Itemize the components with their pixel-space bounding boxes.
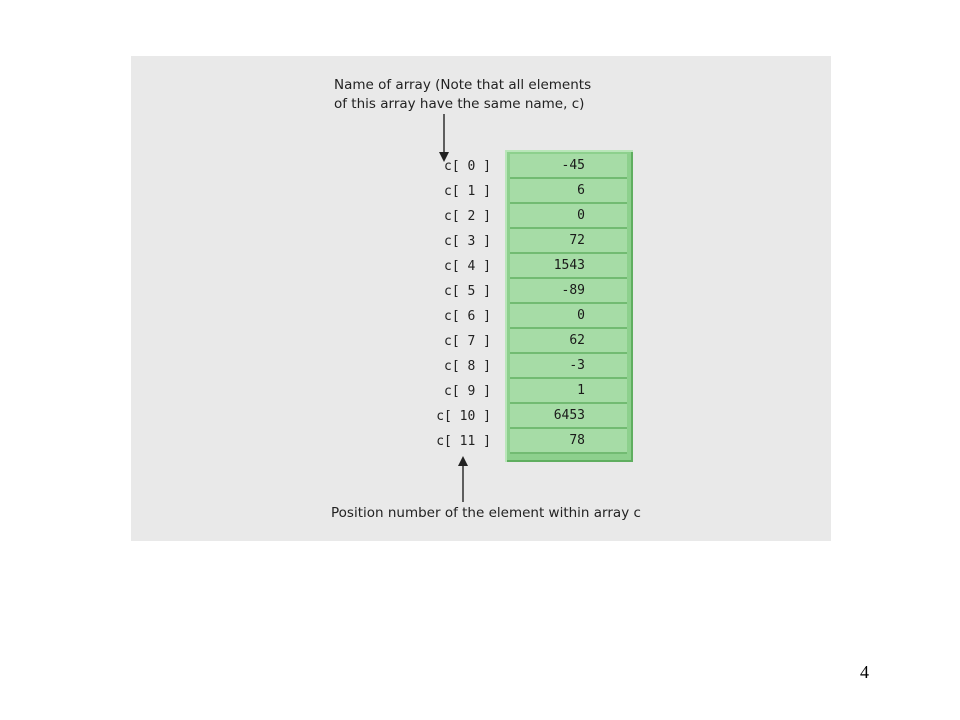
index-label: c[ 6 ] bbox=[444, 309, 491, 324]
array-cell-value: 1 bbox=[577, 383, 585, 398]
array-cell bbox=[510, 404, 627, 429]
array-cell bbox=[510, 204, 627, 229]
array-cell bbox=[510, 354, 627, 379]
array-cell-value: 0 bbox=[577, 308, 585, 323]
index-label: c[ 2 ] bbox=[444, 209, 491, 224]
index-label: c[ 10 ] bbox=[436, 409, 491, 424]
array-cell-value: 1543 bbox=[553, 258, 585, 273]
index-label: c[ 1 ] bbox=[444, 184, 491, 199]
index-label: c[ 0 ] bbox=[444, 159, 491, 174]
page-number: 4 bbox=[860, 662, 869, 682]
array-cell-value: -89 bbox=[561, 283, 585, 298]
array-cell-value: 62 bbox=[569, 333, 585, 348]
array-cell-value: 6 bbox=[577, 183, 585, 198]
position-number-arrow bbox=[453, 454, 473, 504]
index-label: c[ 8 ] bbox=[444, 359, 491, 374]
array-name-caption-line-2: of this array have the same name, c) bbox=[334, 96, 585, 112]
array-diagram bbox=[131, 56, 831, 541]
index-label: c[ 11 ] bbox=[436, 434, 491, 449]
array-name-caption-line-1: Name of array (Note that all elements bbox=[334, 77, 592, 93]
array-cell-value: 6453 bbox=[553, 408, 585, 423]
array-cell bbox=[510, 329, 627, 354]
index-label: c[ 3 ] bbox=[444, 234, 491, 249]
array-name-caption bbox=[334, 76, 591, 114]
position-number-caption: Position number of the element within array c bbox=[331, 505, 641, 521]
array-cell-value: -45 bbox=[561, 158, 585, 173]
array-cell bbox=[510, 304, 627, 329]
array-cell bbox=[510, 279, 627, 304]
array-cells bbox=[505, 150, 633, 462]
index-label: c[ 9 ] bbox=[444, 384, 491, 399]
array-cell-value: 78 bbox=[569, 433, 585, 448]
array-cell-value: 72 bbox=[569, 233, 585, 248]
array-cell bbox=[510, 179, 627, 204]
array-cell-value: 0 bbox=[577, 208, 585, 223]
array-cell bbox=[510, 229, 627, 254]
index-label: c[ 4 ] bbox=[444, 259, 491, 274]
index-label: c[ 7 ] bbox=[444, 334, 491, 349]
array-cell bbox=[510, 154, 627, 179]
array-cell bbox=[510, 254, 627, 279]
array-cell bbox=[510, 429, 627, 454]
array-cell-value: -3 bbox=[569, 358, 585, 373]
array-cell bbox=[510, 379, 627, 404]
index-label: c[ 5 ] bbox=[444, 284, 491, 299]
